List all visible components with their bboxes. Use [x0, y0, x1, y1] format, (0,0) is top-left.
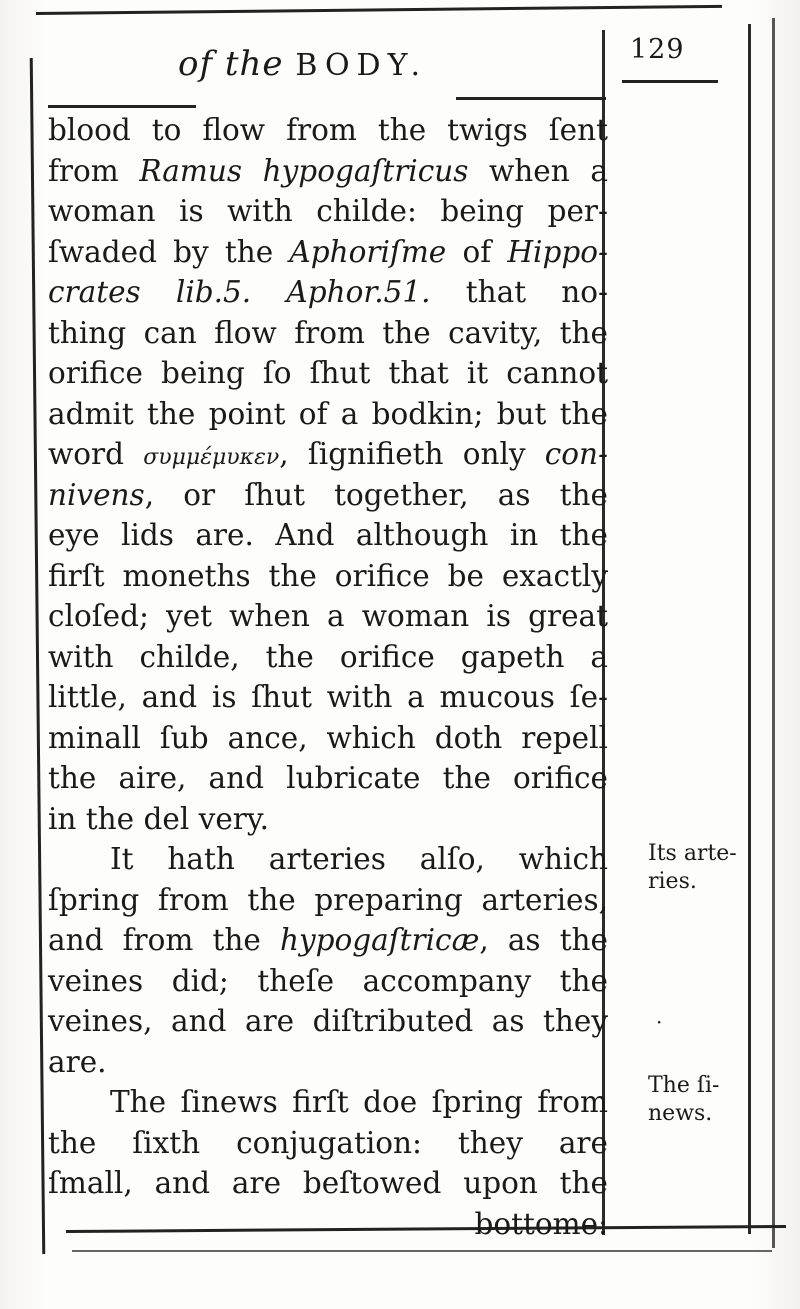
margin-note-sinews-line2: news.	[648, 1101, 713, 1126]
header-rule-right	[456, 97, 606, 100]
text-line	[48, 515, 608, 556]
margin-column-right-rule	[748, 24, 751, 1234]
text-line-content: nivens, or ſhut together, as the	[48, 477, 608, 512]
text-line	[48, 475, 608, 516]
text-line	[48, 1001, 608, 1042]
text-line	[48, 232, 608, 273]
text-line	[48, 1042, 608, 1083]
text-line-content: crates lib.5. Aphor.51. that no-	[48, 275, 609, 309]
text-line	[48, 1204, 608, 1245]
text-line-content: with childe, the orifice gapeth a	[48, 639, 608, 674]
text-line-content: orifice being ſo ſhut that it cannot	[48, 356, 608, 390]
text-line	[48, 394, 608, 435]
margin-note-arteries-line1: Its arte-	[648, 841, 737, 866]
margin-note-arteries	[648, 840, 758, 896]
text-line	[48, 880, 608, 921]
text-line-content: in the del very.	[48, 801, 270, 836]
text-line-content: the aire, and lubricate the orifice	[48, 761, 608, 795]
text-line-content: thing can flow from the cavity, the	[48, 315, 608, 350]
text-line-content: It hath arteries alſo, which	[110, 842, 608, 876]
margin-dot: ·	[656, 1010, 663, 1034]
text-line	[48, 839, 608, 880]
text-line	[48, 353, 608, 394]
text-line-content: bottome:	[474, 1206, 608, 1241]
bottom-border-inner	[72, 1250, 772, 1252]
text-line	[48, 799, 608, 840]
text-line	[48, 151, 608, 192]
text-line-content: ſwaded by the Aphoriſme of Hippo-	[48, 234, 608, 269]
text-line-content: minall ſub ance, which doth repell	[48, 720, 608, 755]
page-number-rule	[622, 80, 718, 83]
text-line-content: eye lids are. And although in the	[48, 518, 608, 552]
text-line	[48, 1163, 608, 1204]
text-line-content: The ſinews firſt doe ſpring from	[110, 1085, 608, 1119]
text-line	[48, 920, 608, 961]
text-line	[48, 677, 608, 718]
text-line-content: ſpring from the preparing arteries,	[48, 882, 608, 917]
text-line	[48, 758, 608, 799]
body-text	[48, 110, 608, 1244]
text-line-content: and from the hypogaſtricæ, as the	[48, 923, 609, 957]
text-line-content: blood to flow from the twigs ſent	[48, 113, 608, 147]
margin-note-sinews-line1: The ſi-	[648, 1073, 720, 1098]
text-line-content: veines did; theſe accompany the	[48, 963, 608, 998]
text-line-content: cloſed; yet when a woman is great	[48, 599, 608, 633]
text-line	[48, 718, 608, 759]
text-line	[48, 596, 608, 637]
text-line	[48, 961, 608, 1002]
text-line-content: are.	[48, 1044, 107, 1079]
left-border	[30, 58, 46, 1254]
text-line	[48, 556, 608, 597]
text-line-content: firſt moneths the orifice be exactly	[48, 558, 608, 593]
text-line-content: from Ramus hypogaſtricus when a	[48, 153, 608, 188]
text-line-content: ſmall, and are beſtowed upon the	[48, 1166, 608, 1200]
text-line-content: veines, and are diſtributed as they	[48, 1004, 608, 1038]
running-head	[178, 44, 427, 84]
text-line	[48, 313, 608, 354]
top-border	[36, 5, 722, 15]
margin-note-arteries-line2: ries.	[648, 869, 697, 894]
header-rule-left	[48, 105, 196, 108]
outer-right-border	[772, 18, 775, 1248]
text-line-content: woman is with childe: being per-	[48, 194, 608, 228]
text-line	[48, 1082, 608, 1123]
text-line	[48, 434, 608, 475]
running-head-prefix: of the	[178, 44, 284, 84]
margin-note-sinews	[648, 1072, 758, 1128]
page-number: 129	[630, 34, 685, 65]
text-line-content: little, and is ſhut with a mucous ſe-	[48, 680, 608, 714]
text-line	[48, 110, 608, 151]
text-line-content: the ſixth conjugation: they are	[48, 1125, 608, 1160]
text-line	[48, 272, 608, 313]
text-line	[48, 637, 608, 678]
running-head-title: BODY.	[295, 48, 428, 83]
text-line-content: admit the point of a bodkin; but the	[48, 396, 608, 431]
text-line	[48, 1123, 608, 1164]
text-line	[48, 191, 608, 232]
text-line-content: word συμμέμυκεν, ſignifieth only con-	[48, 437, 609, 471]
